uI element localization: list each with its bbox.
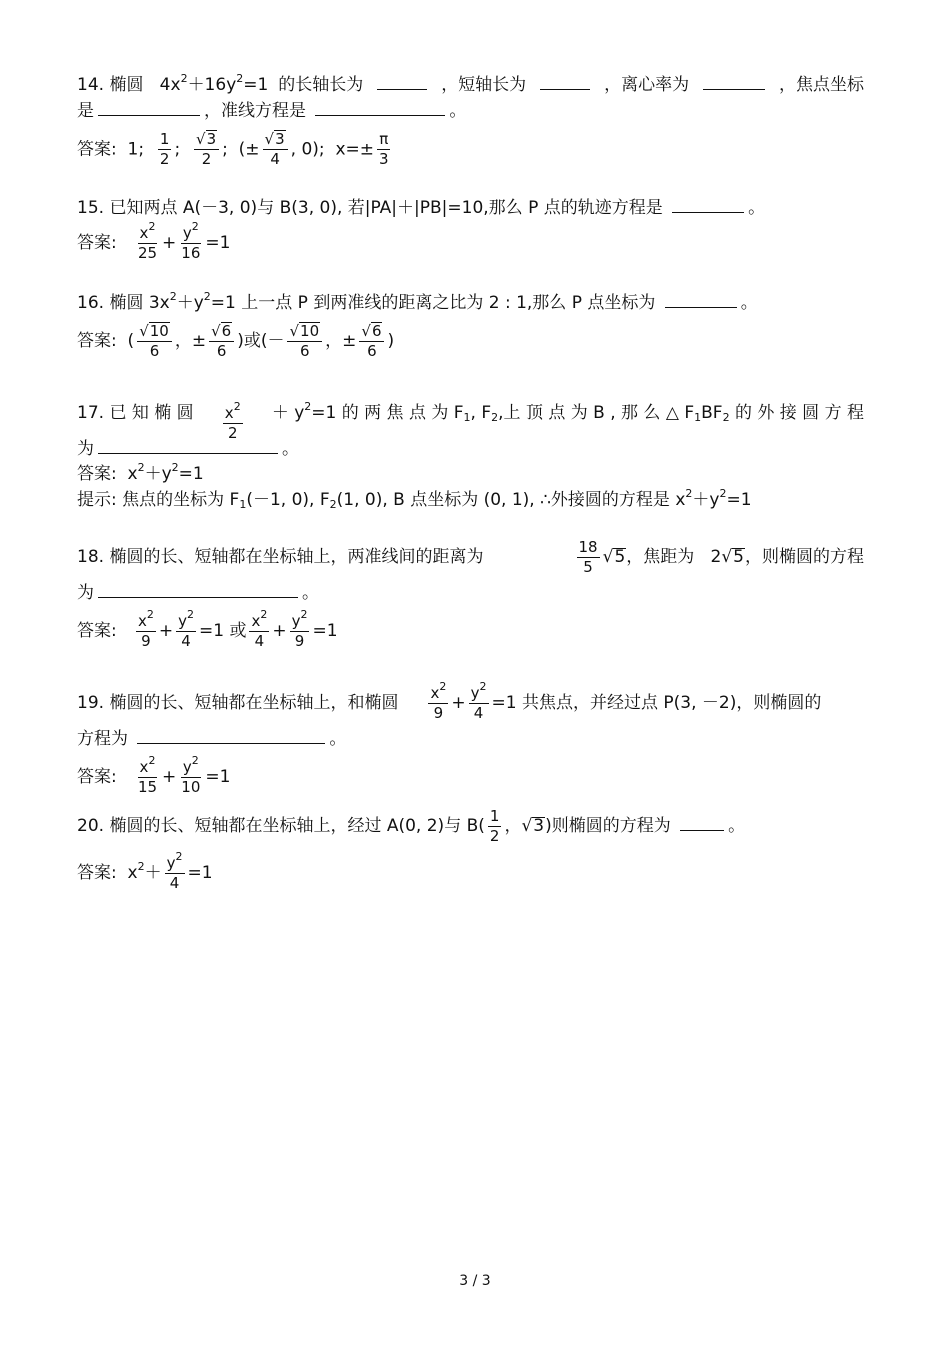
answer-label: 答案:: [77, 139, 117, 160]
answer-blank[interactable]: [98, 99, 200, 116]
question-number: 14.: [77, 75, 105, 95]
q19-line-1: 19. 椭圆的长、短轴都在坐标轴上，和椭圆 $\frac{x^2}{9}$ + $\frac{y^2}{4}$ =1 共焦点，并经过点 P(3, －2)，则椭圆的: [77, 679, 822, 722]
answer-label: 答案:: [77, 767, 117, 787]
question-number: 18.: [77, 547, 105, 567]
answer-blank[interactable]: [137, 727, 325, 744]
q18-line-1: 18. 椭圆的长、短轴都在坐标轴上，两准线间的距离为 $\frac{18}{5}$ √5，焦距为 2√5，则椭圆的方程: [77, 537, 864, 576]
page-number: 3 / 3: [459, 1273, 491, 1289]
q17-line-1: 17. 已 知 椭 圆 $\frac{x^2}{2}$ ＋ $y^2=1$ 的 两 焦 点 为 $F_1$, $F_2$,上 顶 点 为 B , 那 么 △ $F_1BF_2$ 的 外 接 圆 方 程: [77, 400, 864, 442]
answer-blank[interactable]: [98, 581, 298, 598]
answer-blank[interactable]: [377, 73, 427, 90]
answer-blank[interactable]: [315, 99, 445, 116]
q18-line-2: 为 。: [77, 583, 319, 603]
q16-line-1: 16. 椭圆 $3x^2+y^2=1$ 上一点 P 到两准线的距离之比为 2 : 1,那么 P 点坐标为 。: [77, 290, 758, 313]
answer-blank[interactable]: [672, 196, 744, 213]
q20-answer: 答案: $x^2+$ $\frac{y^2}{4}$ =1: [77, 849, 213, 892]
q19-line-2: 方程为 。: [77, 729, 347, 749]
q18-answer: 答案: $\frac{x^2}{9}$ + $\frac{y^2}{4}$ =1 或 $\frac{x^2}{4}$ + $\frac{y^2}{9}$ =1: [77, 607, 338, 650]
hint-label: 提示:: [77, 490, 117, 510]
q17-answer: 答案: $x^2+y^2=1$: [77, 461, 204, 484]
q15-line-1: 15. 已知两点 A(－3, 0)与 B(3, 0), 若|PA|＋|PB|=10,那么 P 点的轨迹方程是 。: [77, 198, 766, 218]
answer-blank[interactable]: [680, 814, 724, 831]
question-number: 17.: [77, 403, 105, 423]
answer-label: 答案:: [77, 863, 117, 883]
q16-answer: 答案: ( $\frac{√10}{6}$ ，± $\frac{√6}{6}$ )或(－ $\frac{√10}{6}$ ，± $\frac{√6}{6}$ ): [77, 321, 395, 360]
question-number: 16.: [77, 293, 105, 313]
q17-line-2: 为 。: [77, 439, 299, 459]
answer-blank[interactable]: [703, 73, 765, 90]
q17-hint: 提示: 焦点的坐标为 $F_1(-1$, 0), $F_2(1$, 0), B 点坐标为 (0, 1), ∴外接圆的方程是 $x^2+y^2=1$: [77, 487, 752, 511]
q19-answer: 答案: $\frac{x^2}{15}$ + $\frac{y^2}{10}$ =1: [77, 753, 231, 796]
q15-answer: 答案: $\frac{x^2}{25}$ + $\frac{y^2}{16}$ =1: [77, 219, 231, 262]
answer-blank[interactable]: [540, 73, 590, 90]
q20-line-1: 20. 椭圆的长、短轴都在坐标轴上，经过 A(0, 2)与 B( $\frac{1}{2}$ ，√3)则椭圆的方程为 。: [77, 806, 746, 845]
answer-label: 答案:: [77, 464, 117, 484]
answer-blank[interactable]: [665, 291, 737, 308]
answer-blank[interactable]: [98, 437, 278, 454]
question-number: 20.: [77, 816, 105, 836]
q14-line-1: 14. 椭圆 $4x^2+16y^2=1$ 的长轴长为 ，短轴长为 ，离心率为 ，焦点坐标: [77, 72, 864, 95]
answer-label: 答案:: [77, 233, 117, 253]
answer-label: 答案:: [77, 331, 117, 351]
question-number: 19.: [77, 693, 105, 713]
answer-label: 答案:: [77, 621, 117, 641]
q14-answer: 答案: 1; $\frac{1}{2}$ ; $\frac{√3}{2}$ ; (± $\frac{√3}{4}$ , 0); x=± $\frac{\pi}{3}$: [77, 130, 389, 168]
q14-line-2: 是 ，准线方程是 。: [77, 101, 467, 121]
question-number: 15.: [77, 198, 105, 218]
